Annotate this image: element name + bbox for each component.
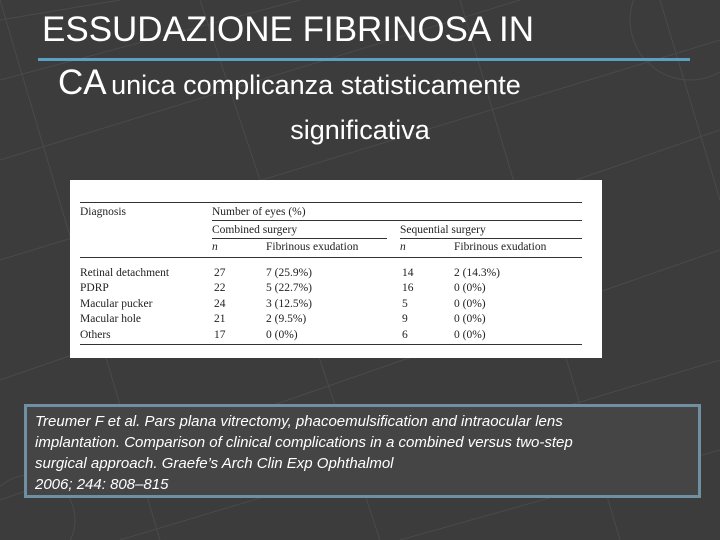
header-diagnosis: Diagnosis (80, 206, 126, 218)
row-4-n1: 21 (214, 313, 226, 325)
row-1-n2: 14 (402, 267, 414, 279)
row-1-fib1: 7 (25.9%) (266, 267, 312, 279)
header-number-of-eyes: Number of eyes (%) (212, 206, 306, 218)
header-fib-sequential: Fibrinous exudation (454, 241, 547, 253)
row-2-n2: 16 (402, 282, 414, 294)
citation-text (35, 411, 695, 495)
header-n-sequential: n (400, 241, 406, 253)
slide-title-line-2 (58, 62, 521, 111)
row-3-n1: 24 (214, 298, 226, 310)
row-1-diagnosis: Retinal detachment (80, 267, 170, 279)
row-5-n2: 6 (402, 329, 408, 341)
table-image (70, 180, 602, 358)
row-3-diagnosis: Macular pucker (80, 298, 153, 310)
citation-line-1: Treumer F et al. Pars plana vitrectomy, phacoemulsification and intraocular lens (35, 413, 563, 430)
row-2-fib1: 5 (22.7%) (266, 282, 312, 294)
citation-line-3: surgical approach. Graefe’s Arch Clin Exp Ophthalmol (35, 455, 394, 472)
row-2-n1: 22 (214, 282, 226, 294)
citation-line-2: implantation. Comparison of clinical complications in a combined versus two-step (35, 434, 573, 451)
citation-box (24, 404, 701, 498)
row-1-fib2: 2 (14.3%) (454, 267, 500, 279)
row-3-fib1: 3 (12.5%) (266, 298, 312, 310)
row-5-n1: 17 (214, 329, 226, 341)
header-rule-1 (212, 220, 582, 221)
citation-line-4: 2006; 244: 808–815 (35, 476, 169, 493)
row-1-n1: 27 (214, 267, 226, 279)
row-3-n2: 5 (402, 298, 408, 310)
table-top-rule (80, 202, 582, 203)
row-2-fib2: 0 (0%) (454, 282, 486, 294)
title-underline (38, 58, 690, 61)
row-5-fib1: 0 (0%) (266, 329, 298, 341)
row-4-n2: 9 (402, 313, 408, 325)
header-combined: Combined surgery (212, 224, 298, 236)
header-rule-combined (212, 238, 387, 239)
header-sequential: Sequential surgery (400, 224, 486, 236)
header-bottom-rule (80, 257, 582, 258)
title-rest: unica complicanza statisticamente (111, 70, 521, 100)
header-rule-sequential (400, 238, 582, 239)
row-4-fib2: 0 (0%) (454, 313, 486, 325)
row-5-fib2: 0 (0%) (454, 329, 486, 341)
row-2-diagnosis: PDRP (80, 282, 109, 294)
row-5-diagnosis: Others (80, 329, 111, 341)
row-4-fib1: 2 (9.5%) (266, 313, 307, 325)
title-prefix: CA (58, 63, 107, 102)
header-fib-combined: Fibrinous exudation (266, 241, 359, 253)
slide-title-line-3: significativa (290, 115, 430, 145)
header-n-combined: n (212, 241, 218, 253)
slide-title-line-1: ESSUDAZIONE FIBRINOSA IN (42, 10, 535, 49)
row-3-fib2: 0 (0%) (454, 298, 486, 310)
row-4-diagnosis: Macular hole (80, 313, 141, 325)
table-bottom-rule (80, 344, 582, 345)
